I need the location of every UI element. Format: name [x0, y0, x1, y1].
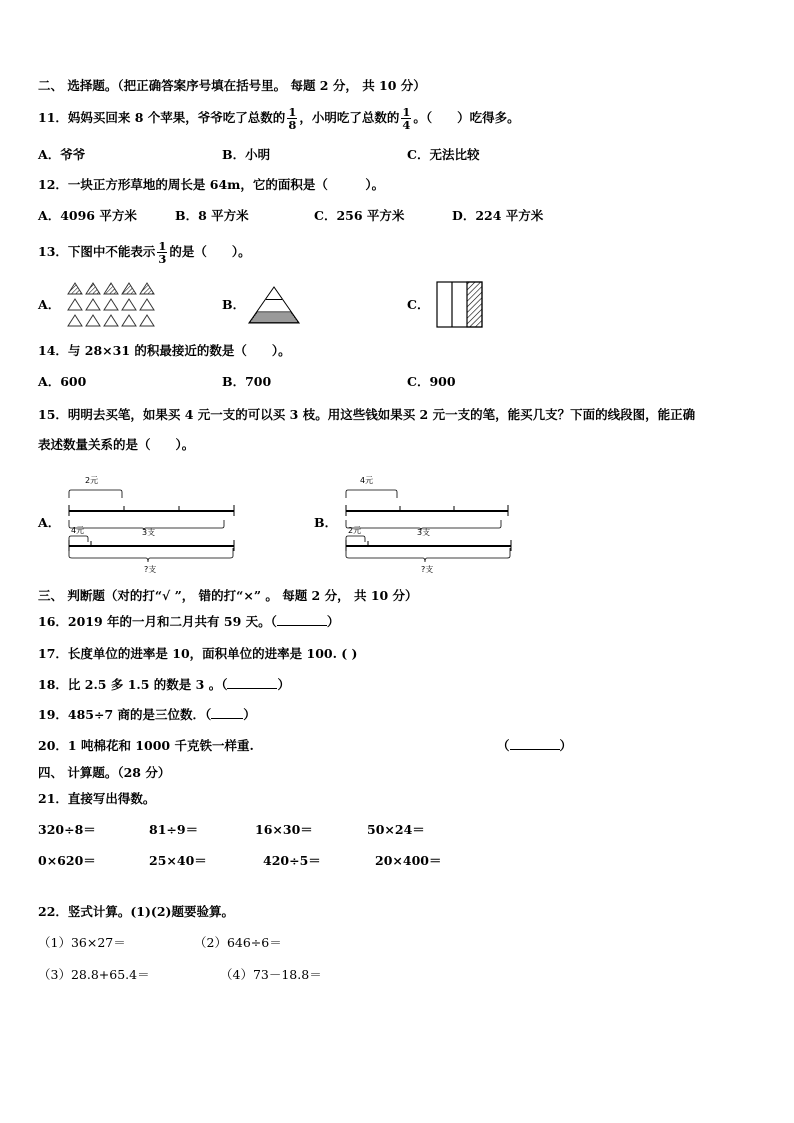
segment-diagram-a	[64, 470, 240, 578]
diagram-b-bottom-label: ?支	[421, 565, 434, 574]
question-13: 13．下图中不能表示 $\frac{1}{3}$ 的是（ ）。	[38, 239, 251, 266]
question-17: 17．长度单位的进率是 10，面积单位的进率是 100. ( )	[38, 646, 358, 661]
question-22: 22．竖式计算。(1)(2)题要验算。	[38, 904, 234, 919]
rectangle-figure	[436, 281, 484, 329]
question-15-line1: 15．明明去买笔，如果买 4 元一支的可以买 3 枝。用这些钱如果买 2 元一支的笔，能买几支？下面的线段图，能正确	[38, 407, 696, 422]
diagram-b-mid-label: 2元	[348, 526, 362, 535]
q11-option-a[interactable]: A．爷爷	[38, 147, 86, 162]
fraction-one-eighth: $\frac{1}{8}$	[288, 105, 297, 132]
vertical-calc-item: （1）36×27＝	[38, 935, 126, 950]
question-16: 16．2019 年的一月和二月共有 59 天。（ ）	[38, 614, 340, 629]
question-14: 14．与 28×31 的积最接近的数是（ ）。	[38, 343, 291, 358]
diagram-a-count-label: 3支	[142, 528, 156, 537]
question-20: 20．1 吨棉花和 1000 千克铁一样重.	[38, 738, 254, 753]
answer-blank-16[interactable]	[277, 613, 327, 626]
section-heading-calc: 四、 计算题。（28 分）	[38, 765, 171, 780]
fraction-one-third: $\frac{1}{3}$	[158, 239, 167, 266]
answer-blank-19[interactable]	[211, 706, 243, 719]
diagram-b-count-label: 3支	[417, 528, 431, 537]
diagram-a-top-label: 2元	[85, 476, 99, 485]
pyramid-figure	[248, 285, 300, 325]
diagram-a-bottom-label: ?支	[144, 565, 157, 574]
vertical-calc-item: （4）73－18.8＝	[220, 967, 322, 982]
triangles-figure	[66, 282, 156, 328]
q12-option-d[interactable]: D．224 平方米	[452, 208, 544, 223]
q13-option-a[interactable]: A．	[38, 297, 61, 312]
calc-item: 50×24＝	[367, 822, 425, 837]
question-18: 18．比 2.5 多 1.5 的数是 3 。（ ）	[38, 677, 290, 692]
calc-item: 320÷8＝	[38, 822, 96, 837]
diagram-b-top-label: 4元	[360, 476, 374, 485]
question-21: 21．直接写出得数。	[38, 791, 156, 806]
q12-option-b[interactable]: B．8 平方米	[175, 208, 249, 223]
q15-option-b[interactable]: B．	[314, 515, 338, 530]
q12-option-a[interactable]: A．4096 平方米	[38, 208, 137, 223]
fraction-one-quarter: $\frac{1}{4}$	[402, 105, 411, 132]
q12-option-c[interactable]: C．256 平方米	[314, 208, 405, 223]
question-19: 19．485÷7 商的是三位数．（ ）	[38, 707, 256, 722]
calc-item: 20×400＝	[375, 853, 442, 868]
segment-diagram-b	[341, 470, 517, 578]
question-15-line2: 表述数量关系的是（ ）。	[38, 437, 195, 452]
q11-option-c[interactable]: C．无法比较	[407, 147, 480, 162]
q14-option-b[interactable]: B．700	[222, 374, 272, 389]
question-20-answer: （ ）	[497, 738, 573, 753]
section-heading-judge: 三、 判断题（对的打“√ ”， 错的打“×” 。 每题 2 分， 共 10 分）	[38, 588, 418, 603]
q13-option-c[interactable]: C．	[407, 297, 430, 312]
diagram-a-mid-label: 4元	[71, 526, 85, 535]
calc-item: 81÷9＝	[149, 822, 199, 837]
question-11: 11．妈妈买回来 8 个苹果，爷爷吃了总数的 $\frac{1}{8}$ ，小明吃了总数的 $\frac{1}{4}$ 。（ ）吃得多。	[38, 105, 520, 132]
q14-option-a[interactable]: A．600	[38, 374, 87, 389]
answer-blank-18[interactable]	[227, 676, 277, 689]
q14-option-c[interactable]: C．900	[407, 374, 456, 389]
calc-item: 0×620＝	[38, 853, 96, 868]
calc-item: 420÷5＝	[263, 853, 321, 868]
answer-blank-20[interactable]	[510, 737, 560, 750]
calc-item: 25×40＝	[149, 853, 207, 868]
q13-option-b[interactable]: B．	[222, 297, 246, 312]
calc-item: 16×30＝	[255, 822, 313, 837]
vertical-calc-item: （3）28.8+65.4＝	[38, 967, 150, 982]
q15-option-a[interactable]: A．	[38, 515, 61, 530]
section-heading-choice: 二、 选择题。（把正确答案序号填在括号里。 每题 2 分， 共 10 分）	[38, 78, 426, 93]
question-12: 12．一块正方形草地的周长是 64m，它的面积是（ ）。	[38, 177, 385, 192]
vertical-calc-item: （2）646÷6＝	[194, 935, 282, 950]
q11-option-b[interactable]: B．小明	[222, 147, 271, 162]
